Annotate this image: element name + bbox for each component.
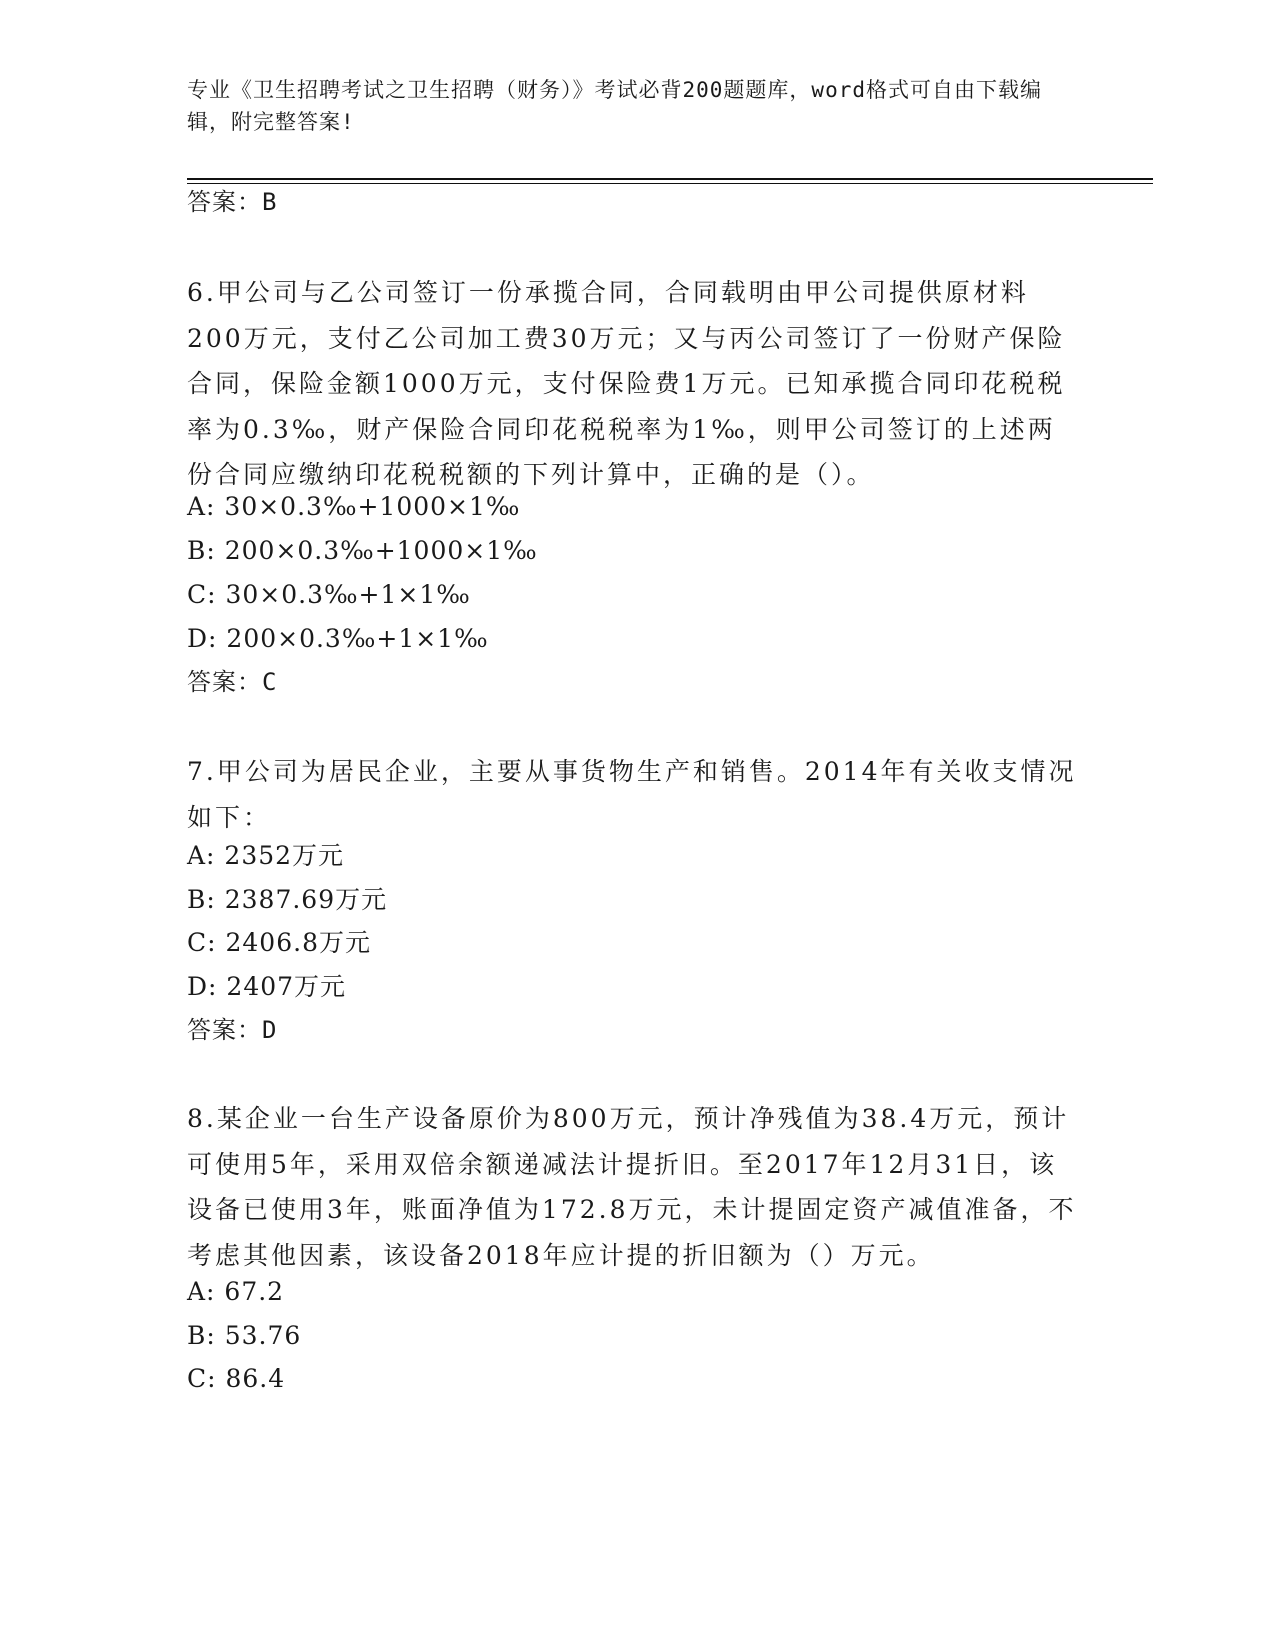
question-7-option-b: B: 2387.69万元 xyxy=(187,885,388,914)
header-divider xyxy=(187,178,1153,180)
question-8-option-a: A: 67.2 xyxy=(187,1277,285,1306)
document-header: 专业《卫生招聘考试之卫生招聘（财务）》考试必背200题题库，word格式可自由下载编辑，附完整答案! xyxy=(187,78,1042,134)
question-6-option-b: B: 200×0.3‰+1000×1‰ xyxy=(187,536,538,565)
question-6-option-a: A: 30×0.3‰+1000×1‰ xyxy=(187,492,521,521)
question-6-option-c: C: 30×0.3‰+1×1‰ xyxy=(187,580,471,609)
question-7-option-a: A: 2352万元 xyxy=(187,841,345,870)
question-6-option-d: D: 200×0.3‰+1×1‰ xyxy=(187,624,489,653)
question-8-option-b: B: 53.76 xyxy=(187,1321,302,1350)
answer-q6: 答案：C xyxy=(187,668,278,696)
question-8-stem: 8.某企业一台生产设备原价为800万元，预计净残值为38.4万元，预计可使用5年，采用双倍余额递减法计提折旧。至2017年12月31日，该设备已使用3年，账面净值为172.8万元，未计提固定资产减值准备，不考虑其他因素，该设备2018年应计提的折旧额为（）万元。 xyxy=(187,1104,1077,1270)
question-7-option-d: D: 2407万元 xyxy=(187,972,347,1001)
question-7-stem: 7.甲公司为居民企业，主要从事货物生产和销售。2014年有关收支情况如下： xyxy=(187,757,1077,832)
question-7-option-c: C: 2406.8万元 xyxy=(187,928,371,957)
question-6-stem: 6.甲公司与乙公司签订一份承揽合同，合同载明由甲公司提供原材料200万元，支付乙公司加工费30万元；又与丙公司签订了一份财产保险合同，保险金额1000万元，支付保险费1万元。已知承揽合同印花税税率为0.3‰，财产保险合同印花税税率为1‰，则甲公司签订的上述两份合同应缴纳印花税税额的下列计算中，正确的是（）。 xyxy=(187,278,1066,489)
answer-q5: 答案：B xyxy=(187,188,278,216)
answer-q7: 答案：D xyxy=(187,1016,278,1044)
header-divider-thin xyxy=(187,183,1153,184)
question-8-option-c: C: 86.4 xyxy=(187,1364,286,1393)
